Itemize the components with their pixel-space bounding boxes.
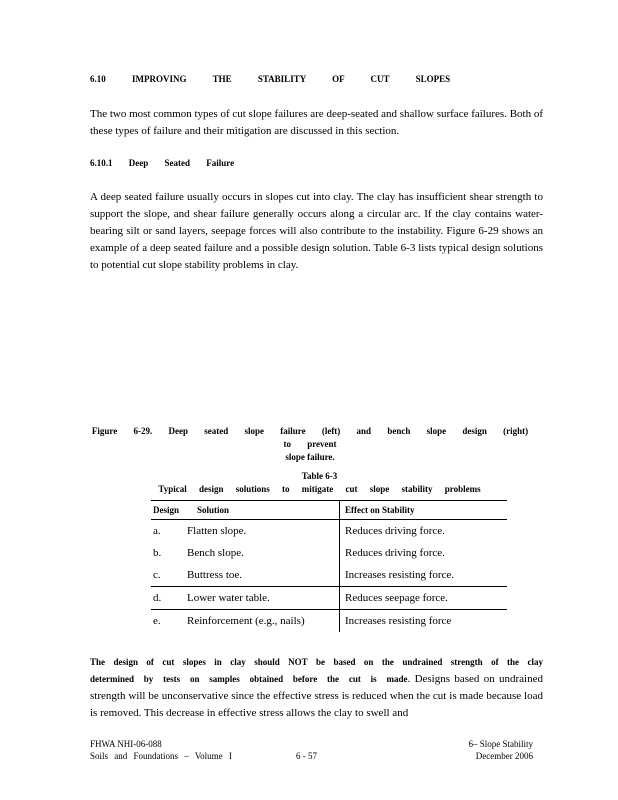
table-row (151, 564, 507, 587)
row-solution: Flatten slope. (187, 525, 247, 537)
table-row (151, 587, 507, 610)
table-header-row (151, 501, 507, 520)
figure-caption-line1: Figure 6-29. Deep seated slope failure (left) and bench slope design (right) to prevent (91, 426, 529, 449)
table-row (151, 542, 507, 564)
row-effect: Reduces driving force. (340, 520, 508, 543)
row-solution: Bench slope. (187, 547, 244, 559)
closing-emphasis: The design of cut slopes in clay should NOT be based on the undrained strength of the clay determined by tests on samples obtained before the cut is made (90, 657, 543, 684)
footer-left (90, 738, 232, 762)
footer-date: December 2006 (475, 751, 533, 761)
row-solution: Buttress toe. (183, 564, 340, 587)
row-letter: a. (153, 525, 161, 537)
footer-right (440, 738, 533, 762)
header-design: Design (151, 501, 183, 520)
row-letter: e. (153, 615, 161, 627)
page-number: 6 - 57 (296, 751, 317, 761)
section-heading: 6.10 IMPROVING THE STABILITY OF CUT SLOPES (90, 74, 451, 84)
closing-paragraph (90, 654, 543, 722)
header-solution: Solution (183, 501, 340, 520)
figure-caption (90, 425, 530, 464)
table-number: Table 6-3 (301, 471, 338, 481)
footer-doc-id: FHWA NHI-06-088 (90, 739, 162, 749)
solutions-table (151, 500, 507, 632)
row-letter: b. (153, 547, 162, 559)
row-effect: Increases resisting force (340, 610, 508, 633)
closing-text: . Designs based on undrained strength will be unconservative since the effective stress is reduced when the cut is made because load is removed. This decrease in effective stress allows the clay to swell and (90, 673, 543, 719)
row-effect: Reduces driving force. (340, 542, 508, 564)
header-effect: Effect on Stability (340, 501, 508, 520)
subsection-paragraph: A deep seated failure usually occurs in slopes cut into clay. The clay has insufficient shear strength to support the slope, and shear failure generally occurs along a circular arc. If the clay contains water-bearing silt or sand layers, seepage forces will also contribute to the instability. Figure 6-29 shows an example of a deep seated failure and a possible design solution. Table 6-3 lists typical design solutions to potential cut slope stability problems in clay. (90, 191, 543, 271)
row-letter: d. (151, 587, 183, 610)
footer-chapter: 6– Slope Stability (468, 739, 533, 749)
row-letter: c. (151, 564, 183, 587)
table-title: Typical design solutions to mitigate cut slope stability problems (158, 484, 481, 494)
table-heading (153, 470, 486, 496)
row-solution: Lower water table. (183, 587, 340, 610)
figure-area (90, 300, 543, 415)
table-row (151, 520, 507, 543)
row-solution: Reinforcement (e.g., nails) (187, 615, 305, 627)
table-row (151, 610, 507, 633)
row-effect: Increases resisting force. (340, 564, 508, 587)
intro-paragraph: The two most common types of cut slope failures are deep-seated and shallow surface failures. Both of these types of failure and their mitigation are discussed in this section. (90, 108, 543, 137)
figure-caption-line2: slope failure. (285, 452, 335, 462)
subsection-heading: 6.10.1 Deep Seated Failure (90, 158, 235, 168)
footer-doc-title: Soils and Foundations – Volume I (90, 751, 232, 761)
row-effect: Reduces seepage force. (340, 587, 508, 610)
